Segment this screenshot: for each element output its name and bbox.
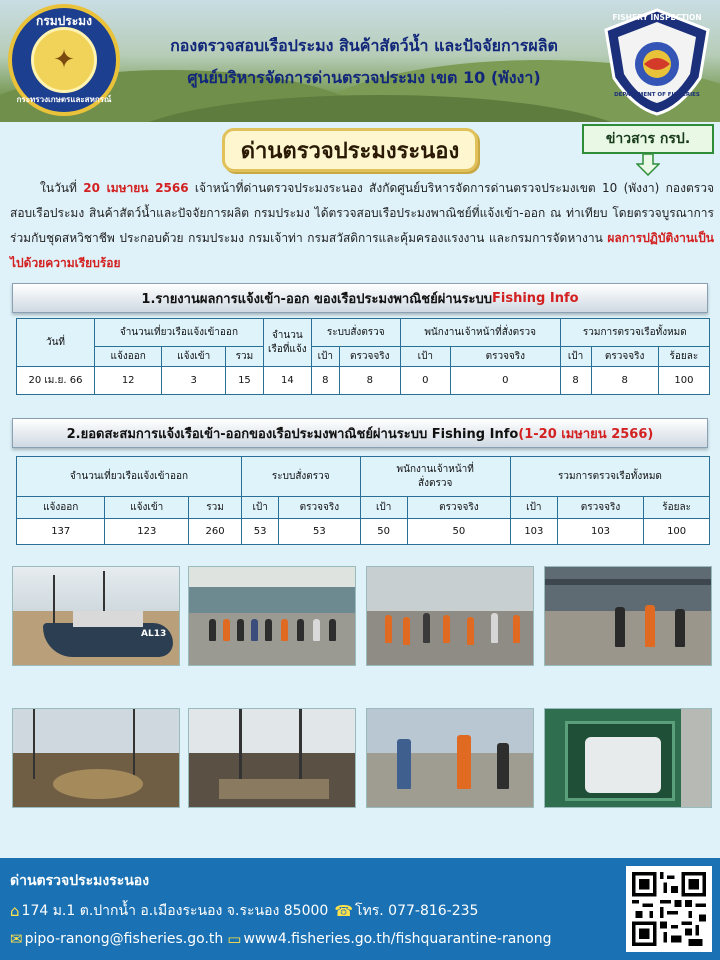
header-officer-line1: พนักงานเจ้าหน้าที่	[396, 463, 474, 475]
section1-title: 1.รายงานผลการแจ้งเข้า-ออก ของเรือประมงพาณิชย์ผ่านระบบ	[141, 291, 493, 307]
photo-fishing-boat-pier	[12, 566, 180, 666]
photo-crew-inspection	[366, 566, 534, 666]
logo-text-top: กรมประมง	[36, 14, 92, 28]
cell-system-target: 8	[311, 367, 339, 395]
photo-boat-deck-nets	[12, 708, 180, 808]
cumulative-report-table	[16, 456, 710, 545]
footer-contact-line	[10, 900, 478, 922]
paragraph-result: ผลการปฏิบัติงานเป็นไปด้วยความเรียบร้อย	[10, 231, 714, 270]
header-target: เป้า	[400, 347, 450, 367]
cell-system-actual: 8	[339, 367, 400, 395]
table-row	[17, 367, 710, 395]
header-vessels	[263, 319, 311, 367]
cell-sum: 15	[226, 367, 264, 395]
header-target: เป้า	[242, 497, 279, 519]
fishery-inspection-badge-logo	[600, 8, 714, 116]
daily-report-table	[16, 318, 710, 395]
header-total: รวมการตรวจเรือทั้งหมด	[510, 457, 709, 497]
header-system: ระบบสั่งตรวจ	[242, 457, 360, 497]
header-officer-line2: สั่งตรวจ	[418, 477, 453, 489]
header-actual: ตรวจจริง	[407, 497, 510, 519]
cell-total-actual: 8	[591, 367, 658, 395]
cell-vessels: 14	[263, 367, 311, 395]
header-trips: จำนวนเที่ยวเรือแจ้งเข้าออก	[95, 319, 264, 347]
footer-web-line	[10, 930, 552, 948]
cell-officer-target: 0	[400, 367, 450, 395]
boat-code-label: AL13	[141, 629, 167, 639]
header-target: เป้า	[560, 347, 591, 367]
header-actual: ตรวจจริง	[557, 497, 643, 519]
header-in: แจ้งเข้า	[105, 497, 189, 519]
header-target: เป้า	[311, 347, 339, 367]
footer-email[interactable]: pipo-ranong@fisheries.go.th	[24, 931, 224, 947]
cell-percent: 100	[644, 519, 710, 545]
cell-out: 137	[17, 519, 105, 545]
cell-total-actual: 103	[557, 519, 643, 545]
photo-officers-at-pier	[544, 566, 712, 666]
header-sum: รวม	[226, 347, 264, 367]
cell-sum: 260	[189, 519, 242, 545]
cell-total-target: 8	[560, 367, 591, 395]
header-target: เป้า	[360, 497, 407, 519]
photo-fish-hold-ice	[544, 708, 712, 808]
table-row	[17, 519, 710, 545]
footer-phone: โทร. 077-816-235	[355, 903, 479, 919]
header-vessels-line1: จำนวน	[271, 329, 303, 341]
footer	[0, 858, 720, 960]
paragraph-date: 20 เมษายน 2566	[83, 181, 189, 195]
header-center-name: ศูนย์บริหารจัดการด่านตรวจประมง เขต 10 (พังงา)	[187, 68, 541, 87]
phone-icon: ☎	[334, 902, 353, 920]
header-actual: ตรวจจริง	[279, 497, 360, 519]
paragraph-intro: ในวันที่	[40, 181, 84, 195]
logo-right-top-text: FISHERY INSPECTION	[612, 13, 702, 22]
computer-icon: ▭	[227, 930, 242, 948]
photo-team-briefing	[188, 566, 356, 666]
address-icon: ⌂	[10, 902, 20, 920]
header-actual: ตรวจจริง	[451, 347, 561, 367]
cell-date: 20 เม.ย. 66	[17, 367, 95, 395]
header-system: ระบบสั่งตรวจ	[311, 319, 400, 347]
cell-officer-actual: 50	[407, 519, 510, 545]
logo-text-bottom: กระทรวงเกษตรและสหกรณ์	[16, 95, 112, 104]
cell-system-target: 53	[242, 519, 279, 545]
cell-officer-actual: 0	[451, 367, 561, 395]
cell-total-target: 103	[510, 519, 557, 545]
header-percent: ร้อยละ	[644, 497, 710, 519]
header-out: แจ้งออก	[17, 497, 105, 519]
cell-out: 12	[95, 367, 162, 395]
header-sum: รวม	[189, 497, 242, 519]
cell-in: 123	[105, 519, 189, 545]
photo-boat-masts	[188, 708, 356, 808]
header-in: แจ้งเข้า	[162, 347, 226, 367]
header-total: รวมการตรวจเรือทั้งหมด	[560, 319, 709, 347]
footer-address: 174 ม.1 ต.ปากน้ำ อ.เมืองระนอง จ.ระนอง 85000	[21, 903, 329, 919]
qr-code-icon	[632, 872, 706, 946]
header-target: เป้า	[510, 497, 557, 519]
photo-officer-checking-crew	[366, 708, 534, 808]
logo-right-bottom-text: DEPARTMENT OF FISHERIES	[614, 92, 700, 98]
cell-in: 3	[162, 367, 226, 395]
emblem-icon: ✦	[31, 27, 97, 93]
header-officer	[360, 457, 510, 497]
header-trips: จำนวนเที่ยวเรือแจ้งเข้าออก	[17, 457, 242, 497]
header-actual: ตรวจจริง	[339, 347, 400, 367]
header-banner	[0, 0, 720, 122]
paragraph-body: เจ้าหน้าที่ด่านตรวจประมงระนอง สังกัดศูนย์บริหารจัดการด่านตรวจประมงเขต 10 (พังงา) กองตรวจสอบเรือประมง สินค้าสัตว์น้ำและปัจจัยการผลิต กรมประมง ได้ตรวจสอบเรือประมงพาณิชย์ที่แจ้งเข้า-ออก ณ ท่าเทียบ โดยตรวจบูรณาการร่วมกับชุดสหวิชาชีพ ประกอบด้วย กรมประมง กรมเจ้าท่า กรมสวัสดิการและคุ้มครองแรงงาน และกรมการจัดหางาน	[10, 181, 714, 245]
down-arrow-icon	[636, 154, 660, 176]
department-of-fisheries-logo	[8, 4, 120, 116]
header-out: แจ้งออก	[95, 347, 162, 367]
header-actual: ตรวจจริง	[591, 347, 658, 367]
news-paragraph	[10, 176, 714, 276]
page-title: ด่านตรวจประมงระนอง	[222, 128, 478, 172]
header-percent: ร้อยละ	[658, 347, 709, 367]
header-division-name: กองตรวจสอบเรือประมง สินค้าสัตว์น้ำ และปัจจัยการผลิต	[170, 36, 558, 55]
section2-title-bar	[12, 418, 708, 448]
qr-code[interactable]	[626, 866, 712, 952]
email-icon: ✉	[10, 930, 23, 948]
section2-title: 2.ยอดสะสมการแจ้งเรือเข้า-ออกของเรือประมงพาณิชย์ผ่านระบบ Fishing Info	[66, 426, 519, 442]
section2-title-highlight: (1-20 เมษายน 2566)	[518, 426, 654, 442]
cell-percent: 100	[658, 367, 709, 395]
news-tag-badge: ข่าวสาร กรป.	[582, 124, 714, 154]
cell-system-actual: 53	[279, 519, 360, 545]
header-date: วันที่	[17, 319, 95, 367]
cell-officer-target: 50	[360, 519, 407, 545]
header-vessels-line2: เรือที่แจ้ง	[268, 343, 307, 355]
section1-title-highlight: Fishing Info	[492, 290, 579, 306]
footer-website[interactable]: www4.fisheries.go.th/fishquarantine-ranong	[243, 931, 552, 947]
section1-title-bar	[12, 283, 708, 313]
footer-office-name: ด่านตรวจประมงระนอง	[10, 873, 150, 889]
header-officer: พนักงานเจ้าหน้าที่สั่งตรวจ	[400, 319, 560, 347]
